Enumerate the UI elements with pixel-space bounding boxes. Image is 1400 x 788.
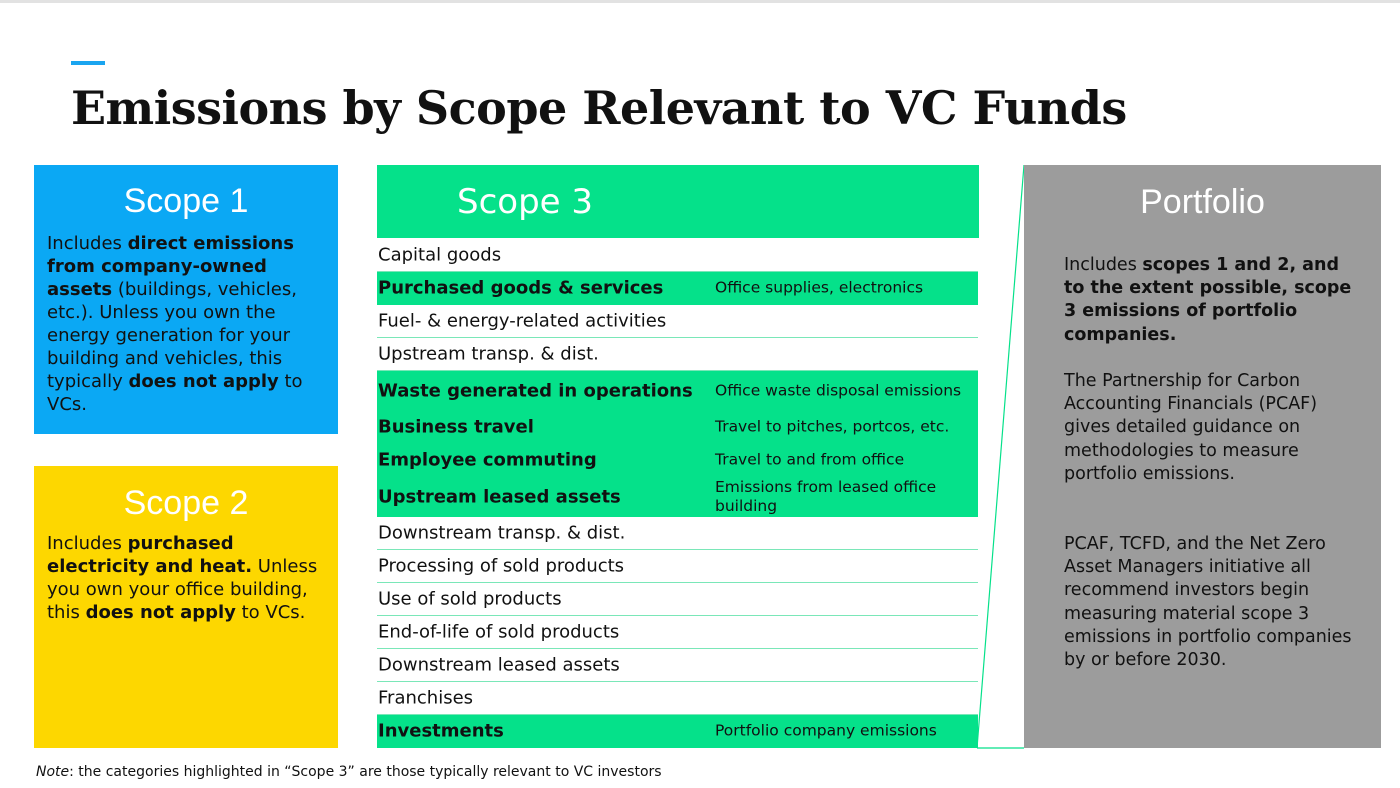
scope3-category-label: Upstream transp. & dist. bbox=[378, 343, 599, 365]
scope3-row bbox=[377, 550, 978, 583]
top-rule bbox=[0, 0, 1400, 3]
scope3-category-label: Waste generated in operations bbox=[378, 380, 693, 401]
scope1-description bbox=[47, 232, 332, 416]
scope3-row bbox=[377, 616, 978, 649]
scope3-category-label: Purchased goods & services bbox=[378, 277, 664, 299]
portfolio-paragraph-1 bbox=[1064, 254, 1364, 347]
scope3-row bbox=[377, 477, 978, 517]
page-title: Emissions by Scope Relevant to VC Funds bbox=[71, 81, 1127, 135]
footnote-text: : the categories highlighted in “Scope 3” are those typically relevant to VC investors bbox=[69, 764, 662, 780]
portfolio-paragraph-2: The Partnership for Carbon Accounting Financials (PCAF) gives detailed guidance on methodologies to measure portfolio emissions. bbox=[1064, 371, 1318, 484]
text-run: Includes bbox=[1064, 255, 1143, 275]
portfolio-title: Portfolio bbox=[1140, 183, 1265, 221]
scope3-row bbox=[377, 649, 978, 682]
scope3-category-label: Business travel bbox=[378, 416, 534, 438]
scope3-row bbox=[377, 272, 978, 305]
scope3-row bbox=[377, 444, 978, 477]
scope3-row bbox=[377, 239, 978, 272]
text-run: Includes bbox=[47, 533, 128, 554]
scope3-category-label: Employee commuting bbox=[378, 449, 597, 471]
scope3-row bbox=[377, 411, 978, 444]
scope3-category-example: Office supplies, electronics bbox=[715, 278, 924, 297]
scope3-category-label: Investments bbox=[378, 720, 504, 742]
scope3-row bbox=[377, 583, 978, 616]
scope3-category-example: Portfolio company emissions bbox=[715, 721, 937, 740]
portfolio-paragraph-3: PCAF, TCFD, and the Net Zero Asset Managers initiative all recommend investors begin measuring material scope 3 emissions in portfolio companies by or before 2030. bbox=[1064, 534, 1352, 671]
portfolio-connector bbox=[975, 165, 1025, 750]
scope3-category-label: Use of sold products bbox=[378, 588, 562, 610]
scope3-row bbox=[377, 682, 978, 715]
scope1-box bbox=[34, 165, 338, 434]
scope3-row bbox=[377, 517, 978, 550]
scope2-title: Scope 2 bbox=[123, 484, 249, 522]
text-run: to VCs. bbox=[47, 371, 303, 415]
text-run: Unless you own your office building, this bbox=[47, 556, 318, 623]
text-run: does not apply bbox=[128, 371, 279, 392]
scope3-row bbox=[377, 305, 978, 338]
scope3-category-label: End-of-life of sold products bbox=[378, 621, 620, 643]
scope3-category-label: Upstream leased assets bbox=[378, 486, 621, 507]
scope3-category-label: Downstream leased assets bbox=[378, 654, 620, 676]
text-run: direct emissions from company-owned assets bbox=[47, 233, 294, 300]
footnote bbox=[36, 762, 936, 782]
text-run: scopes 1 and 2, and to the extent possible, scope 3 emissions of portfolio companies. bbox=[1064, 255, 1352, 345]
title-accent-bar bbox=[71, 61, 105, 65]
scope3-row bbox=[377, 338, 978, 371]
scope3-row bbox=[377, 371, 978, 411]
text-run: does not apply bbox=[85, 602, 236, 623]
scope3-category-example: Office waste disposal emissions bbox=[715, 381, 962, 399]
scope3-header bbox=[377, 165, 979, 238]
scope3-category-example: Travel to pitches, portcos, etc. bbox=[715, 417, 950, 436]
scope3-category-table bbox=[377, 239, 978, 748]
scope2-description bbox=[47, 532, 332, 624]
text-run: to VCs. bbox=[235, 602, 306, 623]
text-run: Includes bbox=[47, 233, 128, 254]
text-run: purchased electricity and heat. bbox=[47, 533, 253, 577]
scope3-category-label: Downstream transp. & dist. bbox=[378, 522, 626, 544]
scope3-category-example: Emissions from leased office building bbox=[715, 477, 937, 515]
scope3-title: Scope 3 bbox=[457, 182, 594, 222]
portfolio-box bbox=[1024, 165, 1381, 748]
scope3-category-label: Franchises bbox=[378, 687, 474, 709]
text-run: (buildings, vehicles, etc.). Unless you own the energy generation for your building and vehicles, this typically bbox=[47, 279, 297, 392]
scope1-title: Scope 1 bbox=[123, 182, 249, 220]
scope3-category-label: Capital goods bbox=[378, 244, 502, 266]
scope3-category-example: Travel to and from office bbox=[715, 450, 905, 469]
footnote-label: Note bbox=[36, 764, 70, 780]
scope3-category-label: Fuel- & energy-related activities bbox=[378, 310, 667, 332]
scope2-box bbox=[34, 466, 338, 748]
scope3-category-label: Processing of sold products bbox=[378, 555, 625, 577]
scope3-row bbox=[377, 715, 978, 748]
